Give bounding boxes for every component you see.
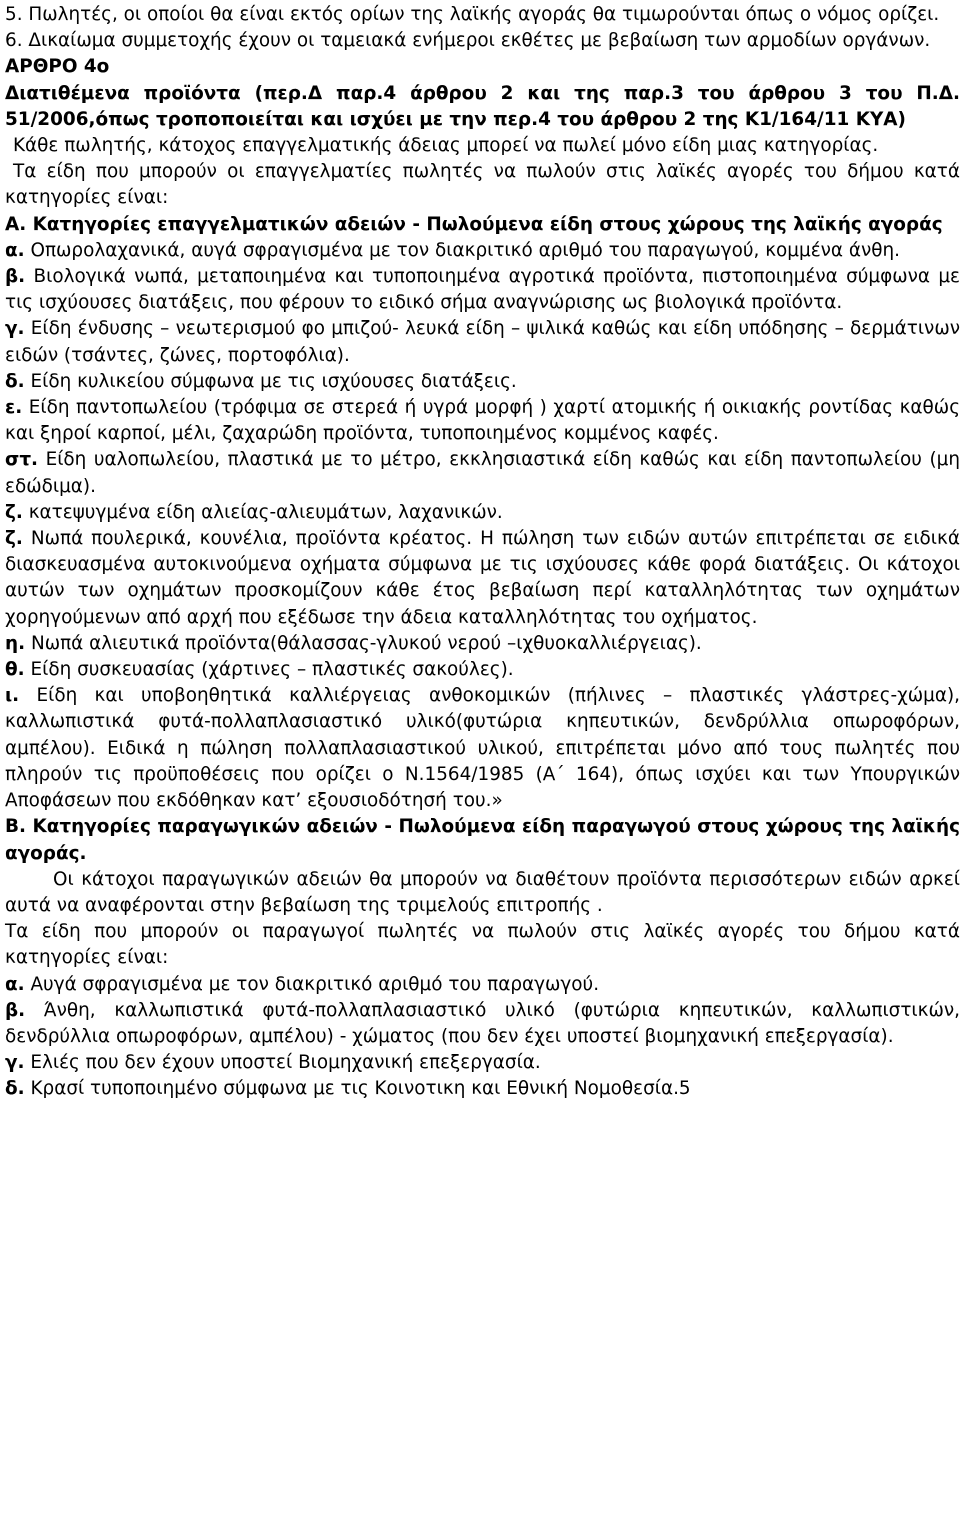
item-label: η. bbox=[5, 632, 26, 654]
item-text: Είδη ένδυσης – νεωτερισμού φο μπιζού- λευκά είδη – ψιλικά καθώς και είδη υπόδησης – δερμάτινων ειδών (τσάντες, ζώνες, πορτοφόλια). bbox=[5, 318, 960, 366]
intro-paragraph-1: Κάθε πωλητής, κάτοχος επαγγελματικής άδειας μπορεί να πωλεί μόνο είδη μιας κατηγορίας. bbox=[13, 135, 879, 157]
item-text: Βιολογικά νωπά, μεταποιημένα και τυποποιημένα αγροτικά προϊόντα, πιστοποιημένα σύμφωνα με τις ισχύουσες διατάξεις, που φέρουν το ειδικό σήμα αναγνώρισης ως βιολογικά προϊόντα. bbox=[5, 266, 960, 314]
list-item bbox=[5, 631, 960, 657]
document-page bbox=[5, 2, 960, 1103]
item-label: β. bbox=[5, 999, 26, 1021]
section-b-title: Β. Κατηγορίες παραγωγικών αδειών - Πωλούμενα είδη παραγωγού στους χώρους της λαϊκής αγοράς. bbox=[5, 816, 960, 864]
section-b-intro-2: Τα είδη που μπορούν οι παραγωγοί πωλητές να πωλούν στις λαϊκές αγορές του δήμου κατά κατηγορίες είναι: bbox=[5, 921, 960, 969]
section-a-list bbox=[5, 238, 960, 814]
list-item bbox=[5, 264, 960, 316]
list-item bbox=[5, 369, 960, 395]
article-title: ΑΡΘΡΟ 4ο bbox=[5, 56, 110, 78]
list-item bbox=[5, 998, 960, 1050]
item-label: δ. bbox=[5, 1078, 25, 1100]
list-item bbox=[5, 683, 960, 814]
list-item bbox=[5, 238, 960, 264]
item-text: Είδη παντοπωλείου (τρόφιμα σε στερεά ή υγρά μορφή ) χαρτί ατομικής ή οικιακής ροντίδας καθώς και ξηροί καρποί, μέλι, ζαχαρώδη προϊόντα, τυποποιημένος κομμένος καφές. bbox=[5, 397, 960, 445]
list-item bbox=[5, 447, 960, 499]
list-item bbox=[5, 1050, 960, 1076]
item-label: β. bbox=[5, 266, 26, 288]
item-label: στ. bbox=[5, 449, 39, 471]
item-text: Είδη και υποβοηθητικά καλλιέργειας ανθοκομικών (πήλινες – πλαστικές γλάστρες-χώμα), καλλωπιστικά φυτά-πολλαπλασιαστικό υλικό(φυτώρια κηπευτικών, δενδρύλλια οπωροφόρων, αμπέλου). Ειδικά η πώληση πολλαπλασιαστικού υλικού, επιτρέπεται μόνο από τους πωλητές που πληρούν τις προϋποθέσεις που ορίζει ο Ν.1564/1985 (Α΄ 164), όπως ισχύει και των Υπουργικών Αποφάσεων που εκδόθηκαν κατ’ εξουσιοδότησή του.» bbox=[5, 685, 960, 812]
item-label: δ. bbox=[5, 370, 25, 392]
item-label: α. bbox=[5, 973, 25, 995]
list-item bbox=[5, 526, 960, 631]
item-text: Κρασί τυποποιημένο σύμφωνα με τις Κοινοτικη και Εθνική Νομοθεσία.5 bbox=[24, 1078, 691, 1100]
item-label: θ. bbox=[5, 659, 25, 681]
section-b-intro-1: Οι κάτοχοι παραγωγικών αδειών θα μπορούν να διαθέτουν προϊόντα περισσότερων ειδών αρκεί αυτά να αναφέρονται στην βεβαίωση της τριμελούς επιτροπής . bbox=[5, 868, 960, 916]
item-text: κατεψυγμένα είδη αλιείας-αλιευμάτων, λαχανικών. bbox=[22, 501, 503, 523]
item-text: Νωπά αλιευτικά προϊόντα(θάλασσας-γλυκού νερού –ιχθυοκαλλιέργειας). bbox=[25, 632, 702, 654]
item-label: ι. bbox=[5, 685, 20, 707]
item-label: ζ. bbox=[5, 528, 23, 550]
item-label: γ. bbox=[5, 1052, 25, 1074]
item-label: α. bbox=[5, 239, 25, 261]
item-text: Άνθη, καλλωπιστικά φυτά-πολλαπλασιαστικό υλικό (φυτώρια κηπευτικών, καλλωπιστικών, δενδρύλλια οπωροφόρων, αμπέλου) - χώματος (που δεν έχει υποστεί βιομηχανική επεξεργασία). bbox=[5, 999, 960, 1047]
item-text: Είδη κυλικείου σύμφωνα με τις ισχύουσες διατάξεις. bbox=[24, 370, 517, 392]
section-b-list bbox=[5, 972, 960, 1103]
list-item bbox=[5, 500, 960, 526]
list-item-6: 6. Δικαίωμα συμμετοχής έχουν οι ταμειακά ενήμεροι εκθέτες με βεβαίωση των αρμοδίων οργάνων. bbox=[5, 30, 931, 52]
item-text: Είδη υαλοπωλείου, πλαστικά με το μέτρο, εκκλησιαστικά είδη καθώς και είδη παντοπωλείου (μη εδώδιμα). bbox=[5, 449, 960, 497]
item-label: γ. bbox=[5, 318, 25, 340]
intro-paragraph-2: Τα είδη που μπορούν οι επαγγελματίες πωλητές να πωλούν στις λαϊκές αγορές του δήμου κατά κατηγορίες είναι: bbox=[5, 161, 960, 209]
article-subtitle: Διατιθέμενα προϊόντα (περ.Δ παρ.4 άρθρου 2 και της παρ.3 του άρθρου 3 του Π.Δ. 51/2006,όπως τροποποιείται και ισχύει με την περ.4 του άρθρου 2 της Κ1/164/11 ΚΥΑ) bbox=[5, 82, 960, 130]
item-text: Είδη συσκευασίας (χάρτινες – πλαστικές σακούλες). bbox=[24, 659, 514, 681]
item-label: ζ. bbox=[5, 501, 23, 523]
list-item bbox=[5, 972, 960, 998]
section-a-title: Α. Κατηγορίες επαγγελματικών αδειών - Πωλούμενα είδη στους χώρους της λαϊκής αγοράς bbox=[5, 213, 943, 235]
item-text: Αυγά σφραγισμένα με τον διακριτικό αριθμό του παραγωγού. bbox=[24, 973, 600, 995]
item-text: Νωπά πουλερικά, κουνέλια, προϊόντα κρέατος. Η πώληση των ειδών αυτών επιτρέπεται σε ειδικά διασκευασμένα αυτοκινούμενα οχήματα σύμφωνα με τις ισχύουσες κάθε φορά διατάξεις. Οι κάτοχοι αυτών των οχημάτων προσκομίζουν κάθε έτος βεβαίωση περί καταλληλότητας των οχημάτων χορηγούμενων από αρχή που εξέδωσε την άδεια καταλληλότητας του οχήματος. bbox=[5, 528, 960, 628]
item-text: Ελιές που δεν έχουν υποστεί Βιομηχανική επεξεργασία. bbox=[24, 1052, 541, 1074]
item-text: Οπωρολαχανικά, αυγά σφραγισμένα με τον διακριτικό αριθμό του παραγωγού, κομμένα άνθη. bbox=[24, 239, 901, 261]
list-item bbox=[5, 316, 960, 368]
item-label: ε. bbox=[5, 397, 23, 419]
list-item bbox=[5, 395, 960, 447]
list-item bbox=[5, 657, 960, 683]
list-item-5: 5. Πωλητές, οι οποίοι θα είναι εκτός ορίων της λαϊκής αγοράς θα τιμωρούνται όπως ο νόμος ορίζει. bbox=[5, 4, 940, 25]
list-item bbox=[5, 1076, 960, 1102]
